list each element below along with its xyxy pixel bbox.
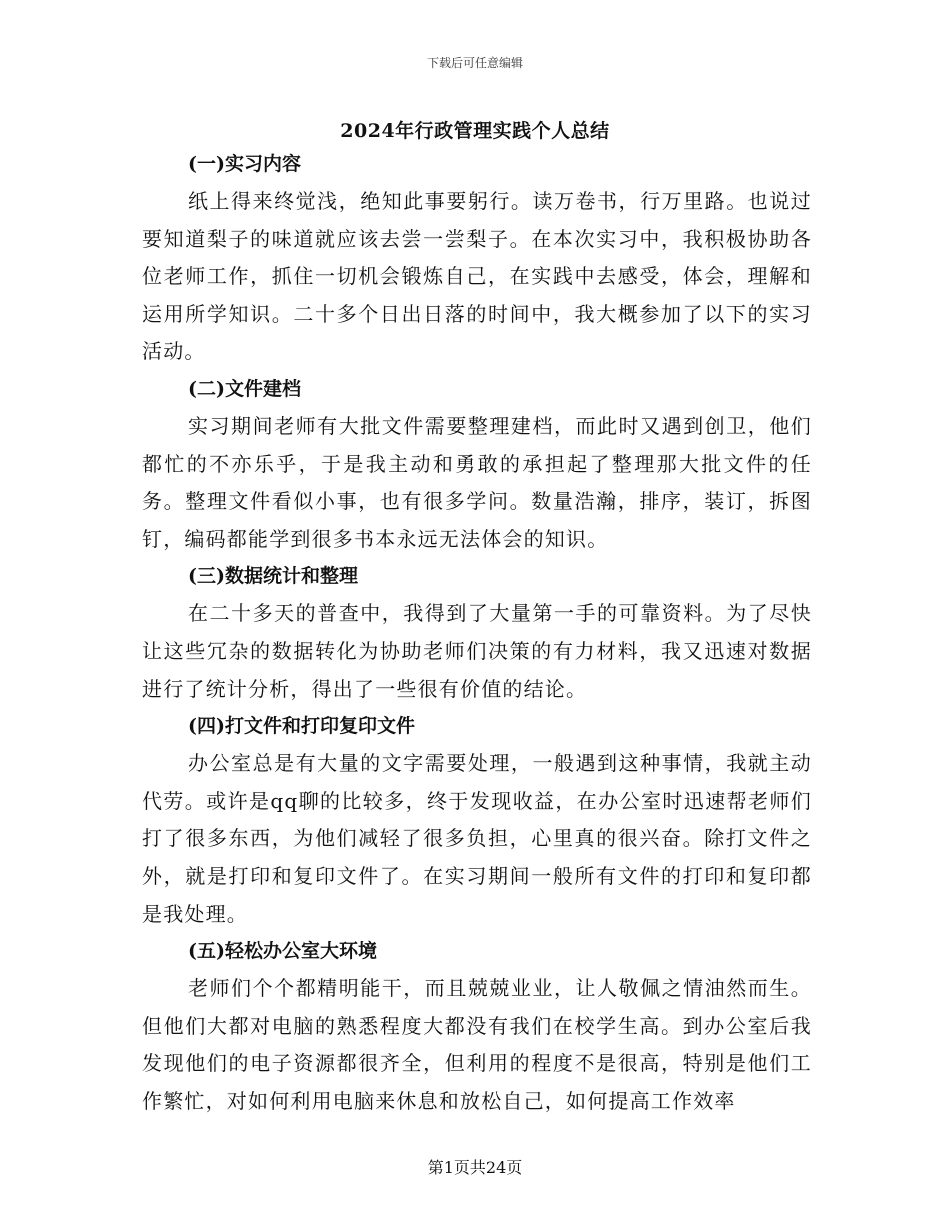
section-heading: (五)轻松办公室大环境 <box>188 940 377 963</box>
document-body <box>142 146 812 1120</box>
section-paragraph: 在二十多天的普查中，我得到了大量第一手的可靠资料。为了尽快让这些冗杂的数据转化为协助老师们决策的有力材料，我又迅速对数据进行了统计分析，得出了一些很有价值的结论。 <box>142 601 812 701</box>
section-heading: (一)实习内容 <box>188 153 301 175</box>
section-paragraph: 老师们个个都精明能干，而且兢兢业业，让人敬佩之情油然而生。但他们大都对电脑的熟悉程度大都没有我们在校学生高。到办公室后我发现他们的电子资源都很齐全，但利用的程度不是很高，特别是他们工作繁忙，对如何利用电脑来休息和放松自己，如何提高工作效率 <box>142 976 812 1113</box>
section-office-environment <box>142 933 812 1120</box>
section-heading: (三)数据统计和整理 <box>188 565 358 588</box>
section-heading: (二)文件建档 <box>188 377 301 400</box>
page-number: 第1页共24页 <box>427 1158 523 1177</box>
section-paragraph: 办公室总是有大量的文字需要处理，一般遇到这种事情，我就主动代劳。或许是qq聊的比较多，终于发现收益，在办公室时迅速帮老师们打了很多东西，为他们减轻了很多负担，心里真的很兴奋。除打文件之外，就是打印和复印文件了。在实习期间一般所有文件的打印和复印都是我处理。 <box>142 751 812 926</box>
section-file-archiving <box>142 371 812 558</box>
section-paragraph: 纸上得来终觉浅，绝知此事要躬行。读万卷书，行万里路。也说过要知道梨子的味道就应该去尝一尝梨子。在本次实习中，我积极协助各位老师工作，抓住一切机会锻炼自己，在实践中去感受，体会，理解和运用所学知识。二十多个日出日落的时间中，我大概参加了以下的实习活动。 <box>142 189 812 364</box>
section-paragraph: 实习期间老师有大批文件需要整理建档，而此时又遇到创卫，他们都忙的不亦乐乎，于是我主动和勇敢的承担起了整理那大批文件的任务。整理文件看似小事，也有很多学问。数量浩瀚，排序，装订，拆图钉，编码都能学到很多书本永远无法体会的知识。 <box>142 413 812 551</box>
section-heading: (四)打文件和打印复印文件 <box>188 715 415 738</box>
section-typing-printing <box>142 708 812 933</box>
section-internship-content <box>142 146 812 371</box>
header-note: 下载后可任意编辑 <box>426 56 523 70</box>
document-title: 2024年行政管理实践个人总结 <box>340 120 610 142</box>
section-data-statistics <box>142 558 812 708</box>
